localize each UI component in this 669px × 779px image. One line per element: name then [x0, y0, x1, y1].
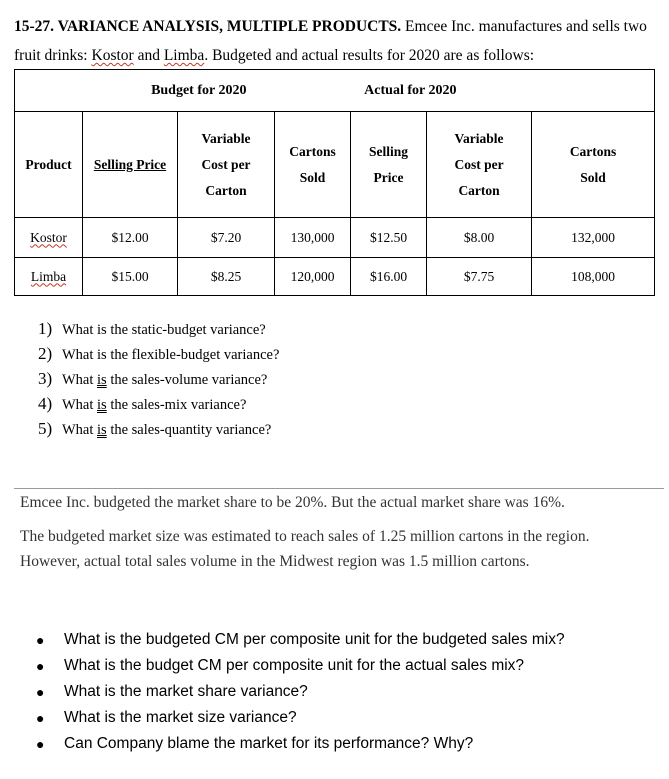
problem-heading: 15-27. VARIANCE ANALYSIS, MULTIPLE PRODUCTS. [14, 18, 402, 35]
list-item: 5) What is the sales-quantity variance? [38, 419, 272, 438]
table-header-row [15, 70, 655, 112]
and-word: and [133, 47, 164, 64]
actual-header: Actual for 2020 [427, 70, 655, 112]
product-name-a: Kostor [91, 47, 134, 64]
table-row [15, 218, 655, 258]
budget-cartons: 120,000 [275, 258, 351, 296]
list-item: ● What is the market size variance? [36, 705, 565, 731]
table-row [15, 258, 655, 296]
list-item: 3) What is the sales-volume variance? [38, 369, 268, 388]
bullet-icon: ● [36, 658, 45, 674]
intro-text-end: . Budgeted and actual results for 2020 are as follows: [204, 47, 535, 64]
list-item: ● What is the budget CM per composite unit for the actual sales mix? [36, 653, 565, 679]
bullet-icon: ● [36, 632, 45, 648]
problem-statement [14, 12, 664, 70]
list-item: 1) What is the static-budget variance? [38, 319, 266, 338]
col-actual-variable-cost: Variable Cost per Carton [427, 112, 532, 218]
col-product: Product [15, 112, 83, 218]
market-size-text: The budgeted market size was estimated to reach sales of 1.25 million cartons in the region. However, actual total sales volume in the Midwest region was 1.5 million cartons. [20, 528, 590, 570]
market-share-text: Emcee Inc. budgeted the market share to be 20%. But the actual market share was 16%. [20, 494, 565, 511]
list-item: ● What is the market share variance? [36, 679, 565, 705]
actual-cost: $8.00 [427, 218, 532, 258]
product-name-b: Limba [163, 47, 205, 64]
list-item: ● What is the budgeted CM per composite unit for the budgeted sales mix? [36, 627, 565, 653]
col-actual-cartons: Cartons Sold [532, 112, 655, 218]
row-product: Limba [15, 258, 83, 296]
col-selling-price: Selling Price [83, 112, 178, 218]
bullet-icon: ● [36, 710, 45, 726]
budget-actual-table [14, 69, 655, 296]
actual-cost: $7.75 [427, 258, 532, 296]
intro-text: Emcee Inc. manufactures and sells two fruit drinks: [14, 18, 647, 64]
col-actual-selling-price: Selling Price [351, 112, 427, 218]
col-budget-cartons: Cartons Sold [275, 112, 351, 218]
bullet-icon: ● [36, 736, 45, 752]
list-item: 2) What is the flexible-budget variance? [38, 344, 280, 363]
list-item: 4) What is the sales-mix variance? [38, 394, 247, 413]
row-product: Kostor [15, 218, 83, 258]
question-list [38, 316, 279, 441]
actual-price: $16.00 [351, 258, 427, 296]
bullet-question-list [36, 627, 565, 757]
budget-cost: $8.25 [178, 258, 275, 296]
actual-cartons: 132,000 [532, 218, 655, 258]
budget-cost: $7.20 [178, 218, 275, 258]
actual-price: $12.50 [351, 218, 427, 258]
budget-header: Budget for 2020 [15, 70, 427, 112]
budget-cartons: 130,000 [275, 218, 351, 258]
table-column-header-row [15, 112, 655, 218]
budget-price: $15.00 [83, 258, 178, 296]
bullet-icon: ● [36, 684, 45, 700]
list-item: ● Can Company blame the market for its performance? Why? [36, 731, 565, 757]
col-budget-variable-cost: Variable Cost per Carton [178, 112, 275, 218]
budget-price: $12.00 [83, 218, 178, 258]
section-divider [14, 488, 664, 489]
actual-cartons: 108,000 [532, 258, 655, 296]
